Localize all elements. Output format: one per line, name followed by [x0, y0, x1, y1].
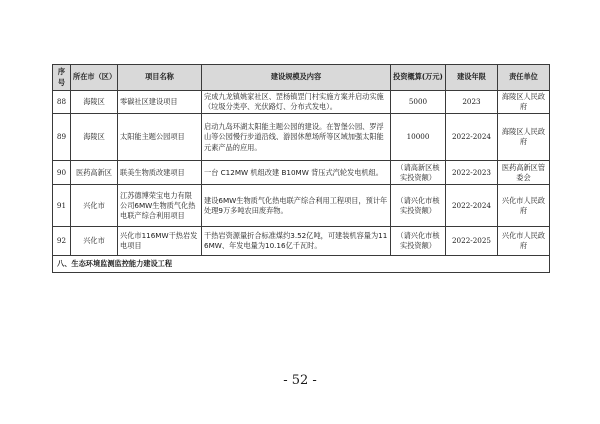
cell-responsible-unit: 医药高新区管委会: [498, 161, 550, 185]
project-table: [52, 64, 550, 273]
cell-period: 2022-2024: [446, 114, 498, 161]
table-row: [53, 227, 550, 256]
cell-project-name: 零碳社区建设项目: [118, 91, 202, 114]
cell-responsible-unit: 兴化市人民政府: [498, 185, 550, 227]
cell-district: 海陵区: [71, 91, 118, 114]
cell-index: 90: [53, 161, 71, 185]
cell-content: 建设6MW生物质气化热电联产综合利用工程项目，预计年处理9万多吨农田废弃物。: [202, 185, 391, 227]
header-project-name: 项目名称: [118, 65, 202, 91]
cell-investment: （请兴化市核实投资额）: [391, 227, 446, 256]
cell-period: 2022-2024: [446, 185, 498, 227]
cell-index: 88: [53, 91, 71, 114]
cell-index: 89: [53, 114, 71, 161]
cell-district: 海陵区: [71, 114, 118, 161]
cell-responsible-unit: 海陵区人民政府: [498, 91, 550, 114]
section-row: [53, 256, 550, 273]
cell-responsible-unit: 兴化市人民政府: [498, 227, 550, 256]
page-number: - 52 -: [283, 373, 317, 388]
cell-project-name: 江苏德博荣宝电力有限公司6MW生物质气化热电联产综合利用项目: [118, 185, 202, 227]
cell-period: 2022-2025: [446, 227, 498, 256]
cell-period: 2023: [446, 91, 498, 114]
header-district: 所在市（区）: [71, 65, 118, 91]
table-header-row: [53, 65, 550, 91]
cell-content: 干热岩资源量折合标准煤约3.52亿吨，可建装机容量为116MW、年发电量为10.16亿千瓦时。: [202, 227, 391, 256]
cell-investment: （请兴化市核实投资额）: [391, 185, 446, 227]
cell-content: 启动九岛环湖太阳能主题公园的建设。在智堡公园、罗浮山等公园慢行步道沿线、游园休憩场所等区域加强太阳能元素产品的应用。: [202, 114, 391, 161]
cell-investment: 10000: [391, 114, 446, 161]
cell-district: 医药高新区: [71, 161, 118, 185]
cell-content: 完成九龙镇姚家社区、罡杨镇罡门村实施方案并启动实施（垃圾分类亭、光伏路灯、分布式发电）。: [202, 91, 391, 114]
cell-district: 兴化市: [71, 185, 118, 227]
cell-project-name: 兴化市116MW干热岩发电项目: [118, 227, 202, 256]
cell-district: 兴化市: [71, 227, 118, 256]
header-period: 建设年限: [446, 65, 498, 91]
section-title: 八、生态环境监测监控能力建设工程: [53, 256, 550, 273]
table-row: [53, 91, 550, 114]
cell-period: 2022-2023: [446, 161, 498, 185]
cell-index: 91: [53, 185, 71, 227]
cell-content: 一台 C12MW 机组改建 B10MW 背压式汽轮发电机组。: [202, 161, 391, 185]
header-content: 建设规模及内容: [202, 65, 391, 91]
cell-investment: （请高新区核实投资额）: [391, 161, 446, 185]
cell-responsible-unit: 海陵区人民政府: [498, 114, 550, 161]
header-responsible-unit: 责任单位: [498, 65, 550, 91]
cell-project-name: 太阳能主题公园项目: [118, 114, 202, 161]
cell-project-name: 联美生物质改建项目: [118, 161, 202, 185]
cell-index: 92: [53, 227, 71, 256]
header-investment: 投资概算(万元): [391, 65, 446, 91]
table-row: [53, 114, 550, 161]
cell-investment: 5000: [391, 91, 446, 114]
table-row: [53, 161, 550, 185]
table-row: [53, 185, 550, 227]
header-index: 序号: [53, 65, 71, 91]
